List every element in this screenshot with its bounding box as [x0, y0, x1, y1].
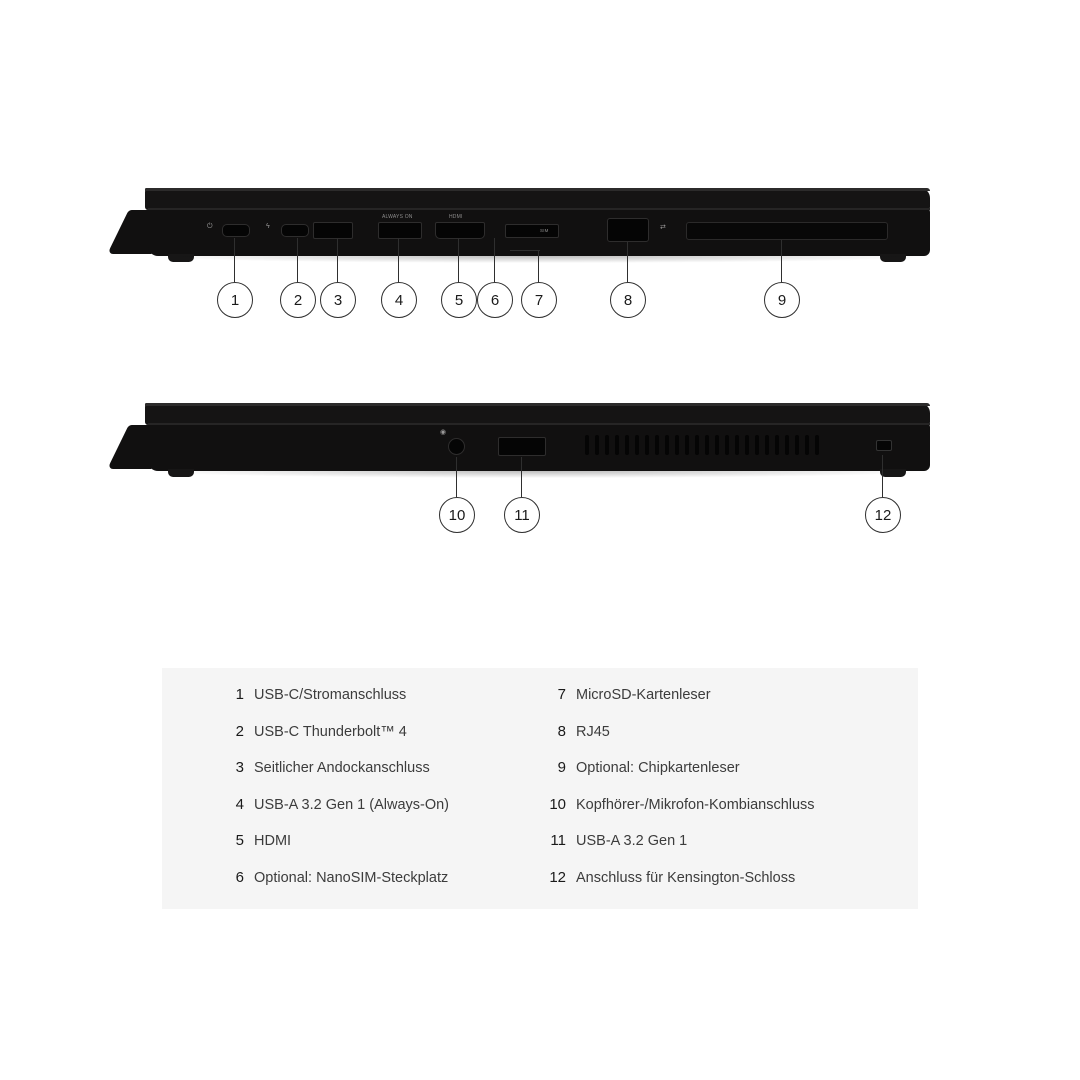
- legend-item: [210, 869, 540, 906]
- port-usb-c-power: [222, 224, 250, 237]
- port-hdmi: [435, 222, 485, 239]
- legend-label: USB-A 3.2 Gen 1 (Always-On): [254, 796, 450, 813]
- leader-6: [494, 238, 495, 282]
- legend-label: USB-A 3.2 Gen 1: [576, 833, 688, 849]
- callout-3[interactable]: 3: [320, 282, 356, 318]
- callout-11[interactable]: 11: [504, 497, 540, 533]
- device-shadow-2: [150, 471, 930, 478]
- legend-label: Kopfhörer-/Mikrofon-Kombianschluss: [576, 796, 815, 813]
- leader-12: [882, 455, 883, 497]
- leader-8: [627, 242, 628, 282]
- callout-1[interactable]: 1: [217, 282, 253, 318]
- leader-9: [781, 240, 782, 282]
- legend-label: Optional: NanoSIM-Steckplatz: [254, 869, 449, 886]
- device-lid: [145, 188, 930, 210]
- always-on-label: ALWAYS ON: [382, 214, 413, 220]
- legend-label: RJ45: [576, 723, 610, 740]
- leader-3: [337, 238, 338, 282]
- port-kensington-lock: [876, 440, 892, 451]
- legend-item: [210, 723, 540, 760]
- legend-number: 10: [549, 795, 566, 813]
- port-smartcard-reader: [686, 222, 888, 240]
- port-side-dock: [313, 222, 353, 239]
- sim-label: SIM: [540, 228, 549, 233]
- legend-column-right: [532, 686, 892, 905]
- port-usb-a-always-on: [378, 222, 422, 239]
- leader-2: [297, 238, 298, 282]
- legend-item: [532, 686, 892, 723]
- legend-item: [532, 869, 892, 906]
- power-icon: ⏻: [207, 223, 213, 230]
- legend-item: [532, 759, 892, 796]
- callout-6[interactable]: 6: [477, 282, 513, 318]
- ethernet-icon: ⇄: [660, 224, 666, 231]
- leader-7-elbow: [510, 250, 540, 251]
- legend-number: 11: [550, 832, 566, 849]
- callout-12[interactable]: 12: [865, 497, 901, 533]
- callout-10[interactable]: 10: [439, 497, 475, 533]
- legend-number: 3: [235, 759, 244, 776]
- legend-label: USB-C Thunderbolt™ 4: [254, 723, 407, 740]
- port-audio-combo: [448, 438, 465, 455]
- callout-8[interactable]: 8: [610, 282, 646, 318]
- legend-number: 5: [235, 832, 244, 849]
- legend-number: 9: [557, 759, 566, 776]
- callout-4[interactable]: 4: [381, 282, 417, 318]
- leader-5: [458, 238, 459, 282]
- legend-number: 8: [557, 722, 566, 740]
- legend-number: 7: [557, 686, 566, 703]
- legend-number: 4: [235, 795, 244, 813]
- legend-number: 1: [235, 686, 244, 703]
- callout-7[interactable]: 7: [521, 282, 557, 318]
- legend-label: MicroSD-Kartenleser: [576, 687, 711, 703]
- callout-2[interactable]: 2: [280, 282, 316, 318]
- legend-item: [210, 832, 540, 869]
- legend-item: [532, 832, 892, 869]
- legend-number: 12: [549, 868, 566, 886]
- legend-item: [532, 796, 892, 833]
- legend-item: [210, 759, 540, 796]
- device-lid-2: [145, 403, 930, 425]
- port-usb-a: [498, 437, 546, 456]
- thunderbolt-icon: ϟ: [266, 223, 270, 230]
- hdmi-label: HDMI: [449, 214, 463, 220]
- legend-item: [210, 796, 540, 833]
- audio-icon: ◉: [440, 429, 447, 436]
- port-rj45: [607, 218, 649, 242]
- legend-number: 6: [235, 868, 244, 886]
- device-shadow: [150, 256, 930, 263]
- laptop-right-side-view: [0, 385, 1080, 524]
- legend-label: Seitlicher Andockanschluss: [254, 760, 430, 776]
- leader-1: [234, 238, 235, 282]
- legend-item: [532, 723, 892, 760]
- legend-label: Anschluss für Kensington-Schloss: [576, 869, 796, 886]
- callout-9[interactable]: 9: [764, 282, 800, 318]
- leader-10: [456, 457, 457, 497]
- legend-column-left: [210, 686, 540, 905]
- leader-7: [538, 250, 539, 282]
- leader-11: [521, 457, 522, 497]
- legend-label: USB-C/Stromanschluss: [254, 687, 407, 703]
- legend-label: Optional: Chipkartenleser: [576, 760, 740, 776]
- legend-panel: [162, 668, 918, 909]
- laptop-left-side-view: [0, 170, 1080, 309]
- leader-4: [398, 238, 399, 282]
- legend-item: [210, 686, 540, 723]
- port-sim-microsd-tray: [505, 224, 559, 238]
- legend-number: 2: [235, 722, 244, 740]
- legend-label: HDMI: [254, 833, 292, 849]
- callout-5[interactable]: 5: [441, 282, 477, 318]
- port-usb-c-thunderbolt: [281, 224, 309, 237]
- cooling-vents: [585, 435, 819, 455]
